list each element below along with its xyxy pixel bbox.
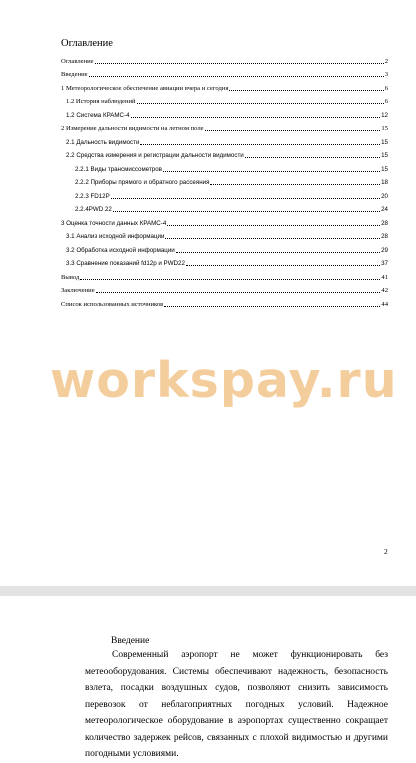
toc-entry-page: 44 <box>381 300 388 308</box>
page-number: 2 <box>384 547 388 556</box>
toc-entry-label: 2.2.2 Приборы прямого и обратного рассеяния <box>75 179 210 186</box>
toc-entry[interactable] <box>61 282 388 296</box>
toc-entry-label: Вывод <box>61 273 80 281</box>
toc-entry-page: 2 <box>384 57 388 65</box>
toc-leader-dots <box>167 225 380 226</box>
toc-leader-dots <box>176 252 380 253</box>
watermark: workspay.ru <box>50 352 398 409</box>
toc-entry[interactable] <box>61 66 388 80</box>
toc-entry[interactable] <box>61 133 388 147</box>
toc-entry-page: 28 <box>381 233 388 240</box>
toc-entry-label: 2.2 Средства измерения и регистрации дальности видимости <box>66 152 244 159</box>
toc-entry-page: 37 <box>381 260 388 267</box>
toc-entry-label: 3.1 Анализ исходной информации <box>66 233 165 240</box>
toc-entry-label: Введение <box>61 71 88 78</box>
toc-leader-dots <box>164 306 380 307</box>
toc-leader-dots <box>163 171 380 172</box>
toc-leader-dots <box>245 157 380 158</box>
toc-entry-page: 15 <box>381 152 388 159</box>
toc-entry-page: 29 <box>381 246 388 254</box>
page-separator <box>0 586 416 596</box>
toc-entry[interactable] <box>61 52 388 66</box>
toc-leader-dots <box>113 211 380 212</box>
toc-entry-label: 2.2.1 Виды трансмиссометров <box>75 165 162 173</box>
toc-entry-label: 3 Оценка точности данных КРАМС-4 <box>61 219 167 227</box>
toc-entry-page: 42 <box>381 287 388 294</box>
toc-entry-page: 28 <box>381 219 388 227</box>
toc-entry-page: 15 <box>381 125 388 132</box>
intro-paragraph <box>85 647 388 763</box>
toc-leader-dots <box>229 90 383 91</box>
toc-entry[interactable] <box>61 120 388 134</box>
toc-leader-dots <box>210 184 380 185</box>
toc-leader-dots <box>137 103 384 104</box>
toc-entry-label: 2.2.4PWD 22 <box>75 206 112 213</box>
toc-entry-label: 1.2 Система КРАМС-4 <box>66 111 130 119</box>
toc-entry[interactable] <box>61 295 388 309</box>
toc-entry[interactable] <box>61 160 388 174</box>
toc-leader-dots <box>131 117 381 118</box>
toc-entry-page: 12 <box>381 111 388 119</box>
toc-leader-dots <box>89 76 384 77</box>
toc-entry[interactable] <box>61 106 388 120</box>
toc-entry-label: Заключение <box>61 287 95 294</box>
toc-entry-page: 18 <box>381 179 388 186</box>
toc-entry-page: 15 <box>381 165 388 173</box>
toc-entry-page: 15 <box>381 138 388 146</box>
table-of-contents <box>61 52 388 309</box>
toc-entry[interactable] <box>61 187 388 201</box>
intro-text: Современный аэропорт не может функционировать без метеооборудования. Системы обеспечивают надежность, безопасность взлета, посадки воздушных судов, позволяют снизить зависимость перевозок от неблагоприятных погодных условий. Надежное метеорологическое оборудование в аэропортах существенно сокращает количество задержек рейсов, связанных с плохой видимостью и другими погодными условиями. <box>85 650 388 759</box>
toc-entry-page: 3 <box>384 71 388 78</box>
toc-entry[interactable] <box>61 79 388 93</box>
toc-entry[interactable] <box>61 93 388 107</box>
toc-entry-page: 6 <box>384 84 388 92</box>
toc-entry-label: 3.2 Обработка исходной информации <box>66 246 175 254</box>
toc-entry-label: 2 Измерение дальности видимости на летном поле <box>61 125 204 132</box>
toc-entry-label: 3.3 Сравнение показаний fd12p и PWD22 <box>66 260 185 267</box>
toc-entry-label: Список использованных источников <box>61 300 164 308</box>
toc-entry-page: 24 <box>381 206 388 213</box>
toc-leader-dots <box>111 198 380 199</box>
toc-entry-label: 2.2.3 FD12P <box>75 192 110 200</box>
toc-entry-page: 41 <box>381 273 388 281</box>
toc-leader-dots <box>165 238 380 239</box>
toc-leader-dots <box>140 144 380 145</box>
toc-leader-dots <box>205 130 381 131</box>
toc-entry[interactable] <box>61 174 388 188</box>
toc-entry[interactable] <box>61 201 388 215</box>
toc-entry[interactable] <box>61 241 388 255</box>
toc-title: Оглавление <box>61 38 113 49</box>
toc-leader-dots <box>80 279 380 280</box>
toc-entry[interactable] <box>61 255 388 269</box>
toc-entry[interactable] <box>61 147 388 161</box>
intro-heading: Введение <box>111 636 150 646</box>
toc-leader-dots <box>186 265 380 266</box>
toc-leader-dots <box>96 292 381 293</box>
toc-entry-label: 2.1 Дальность видимости <box>66 138 140 146</box>
toc-entry-label: Оглавление <box>61 57 94 65</box>
toc-entry-page: 20 <box>381 192 388 200</box>
toc-leader-dots <box>95 63 384 64</box>
toc-entry-page: 6 <box>384 98 388 105</box>
toc-entry[interactable] <box>61 268 388 282</box>
toc-entry[interactable] <box>61 214 388 228</box>
toc-entry[interactable] <box>61 228 388 242</box>
toc-entry-label: 1.2 История наблюдений <box>66 98 136 105</box>
toc-entry-label: 1 Метеорологическое обеспечение авиации вчера и сегодня <box>61 84 229 92</box>
